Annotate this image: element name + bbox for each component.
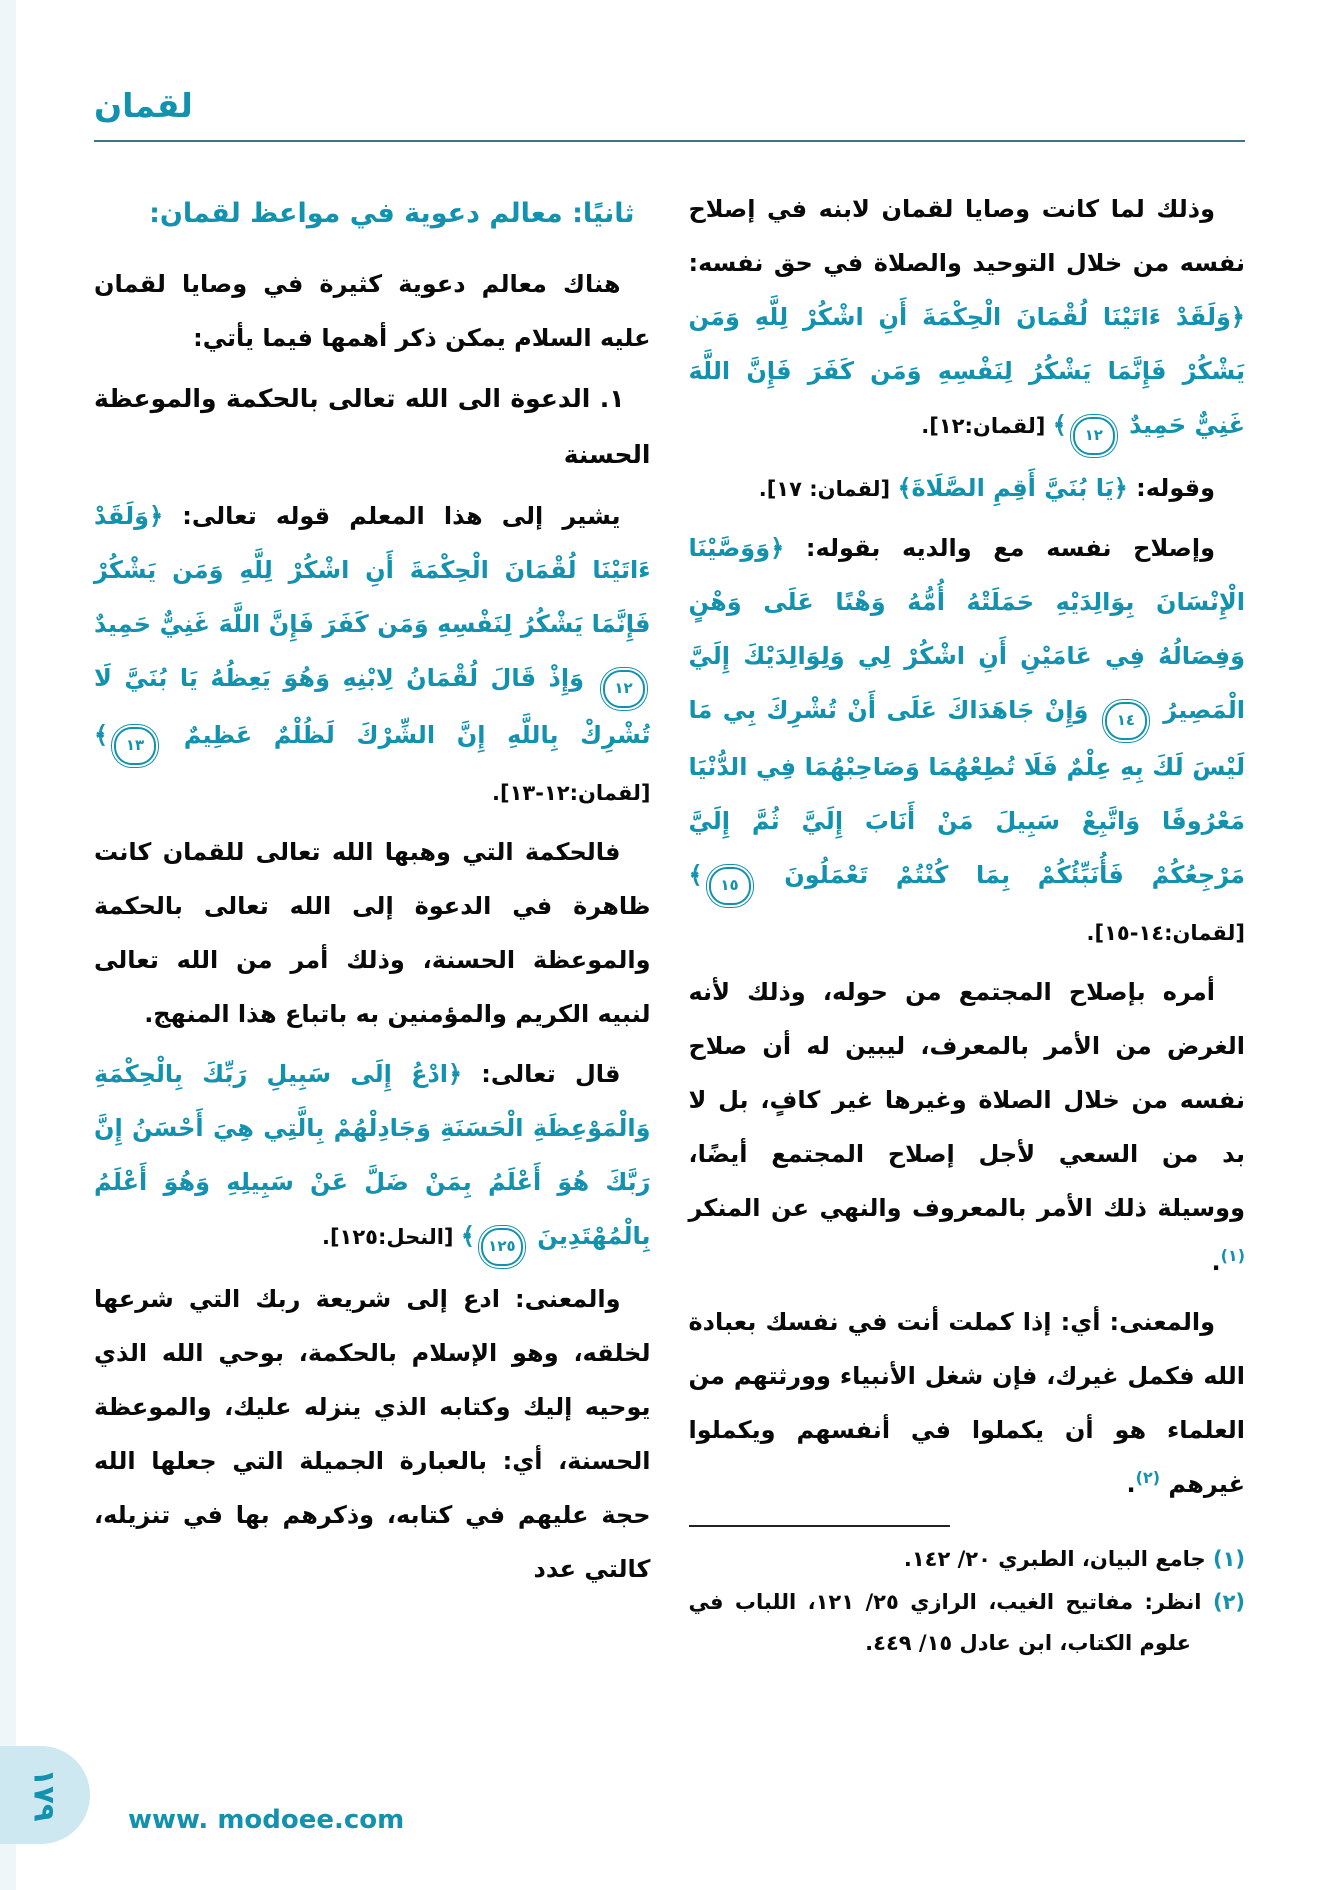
page-header xyxy=(94,86,1245,142)
ayah-number-badge: ١٢٥ xyxy=(481,1228,523,1266)
quran-verse-text: ﴿وَلَقَدْ ءَاتَيْنَا لُقْمَانَ الْحِكْمَةَ أَنِ اشْكُرْ لِلَّهِ وَمَن يَشْكُرْ فَإِنَّمَا يَشْكُرُ لِنَفْسِهِ وَمَن كَفَرَ فَإِنَّ اللَّهَ غَنِيٌّ حَمِيدٌ xyxy=(94,502,651,639)
body-text: فالحكمة التي وهبها الله تعالى للقمان كانت ظاهرة في الدعوة إلى الله تعالى بالحكمة والموعظة الحسنة، وذلك أمر من الله تعالى لنبيه الكريم والمؤمنين به باتباع هذا المنهج. xyxy=(94,838,651,1029)
subheading-paragraph xyxy=(94,371,651,484)
body-text: يشير إلى هذا المعلم قوله تعالى: xyxy=(163,502,621,531)
footnote-number: (١) xyxy=(1205,1547,1245,1571)
quran-verse-text: ﴾ xyxy=(1052,411,1067,439)
footnote-number: (٢) xyxy=(1201,1589,1245,1614)
page-number: ١٧٩ xyxy=(28,1768,63,1822)
quran-verse-text: ﴿وَلَقَدْ ءَاتَيْنَا لُقْمَانَ الْحِكْمَةَ أَنِ اشْكُرْ لِلَّهِ وَمَن يَشْكُرْ فَإِنَّمَا يَشْكُرُ لِنَفْسِهِ وَمَن كَفَرَ فَإِنَّ اللَّهَ غَنِيٌّ حَمِيدٌ xyxy=(688,303,1245,439)
body-text: هناك معالم دعوية كثيرة في وصايا لقمان عليه السلام يمكن ذكر أهمها فيما يأتي: xyxy=(94,269,651,352)
quran-verse-text: ﴾ xyxy=(460,1222,475,1251)
body-text: والمعنى: أي: إذا كملت أنت في نفسك بعبادة الله فكمل غيرك، فإن شغل الأنبياء وورثتهم من العلماء هو أن يكملوا في أنفسهم ويكملوا غيرهم xyxy=(688,1308,1245,1498)
footnote-divider xyxy=(689,1525,951,1527)
ayah-number-badge: ١٥ xyxy=(709,867,751,905)
quran-verse-text: ﴿وَوَصَّيْنَا الْإِنْسَانَ بِوَالِدَيْهِ حَمَلَتْهُ أُمُّهُ وَهْنًا عَلَى وَهْنٍ وَفِصَالُهُ فِي عَامَيْنِ أَنِ اشْكُرْ لِي وَلِوَالِدَيْكَ إِلَيَّ الْمَصِيرُ xyxy=(688,534,1246,724)
two-column-text-area xyxy=(94,182,1245,1666)
body-text: أمره بإصلاح المجتمع من حوله، وذلك لأنه الغرض من الأمر بالمعرف، ليبين له أن صلاح نفسه من خلال الصلاة وغيرها غير كافٍ، بل لا بد من السعي لأجل إصلاح المجتمع أيضًا، ووسيلة ذلك الأمر بالمعروف والنهي عن المنكر xyxy=(688,978,1245,1222)
ayah-number-badge: ١٤ xyxy=(1105,702,1147,740)
quran-verse-text: وَإِنْ جَاهَدَاكَ عَلَى أَنْ تُشْرِكَ بِي مَا لَيْسَ لَكَ بِهِ عِلْمٌ فَلَا تُطِعْهُمَا وَصَاحِبْهُمَا فِي الدُّنْيَا مَعْرُوفًا وَاتَّبِعْ سَبِيلَ مَنْ أَنَابَ إِلَيَّ ثُمَّ إِلَيَّ مَرْجِعُكُمْ فَأُنَبِّئُكُمْ بِمَا كُنْتُمْ تَعْمَلُونَ xyxy=(688,696,1245,889)
quran-verse-text: ﴾ xyxy=(94,721,109,750)
verse-reference: [لقمان: ١٧]. xyxy=(758,477,898,501)
body-text: وإصلاح نفسه مع والديه بقوله: xyxy=(784,534,1215,562)
left-column-paragraphs xyxy=(94,184,651,1596)
body-paragraph xyxy=(94,489,651,819)
page-number-tab xyxy=(0,1746,90,1844)
verse-reference: [لقمان:١٤-١٥]. xyxy=(1086,921,1245,945)
body-text: قال تعالى: xyxy=(462,1060,621,1089)
verse-reference: [النحل:١٢٥]. xyxy=(321,1225,461,1250)
body-text: . xyxy=(1126,1470,1136,1498)
body-paragraph xyxy=(689,1295,1246,1511)
right-column-paragraphs xyxy=(689,182,1246,1511)
heading-paragraph xyxy=(94,184,651,245)
page-edge-strip xyxy=(0,0,16,1890)
left-column xyxy=(94,182,651,1602)
body-paragraph xyxy=(689,521,1246,959)
body-paragraph xyxy=(689,965,1246,1289)
footnote-item xyxy=(689,1582,1246,1664)
ayah-number-badge: ١٢ xyxy=(1073,417,1115,455)
quran-verse-text: وَإِذْ قَالَ لُقْمَانُ لِابْنِهِ وَهُوَ يَعِظُهُ يَا بُنَيَّ لَا تُشْرِكْ بِاللَّهِ إِنَّ الشِّرْكَ لَظُلْمٌ عَظِيمٌ xyxy=(94,664,651,750)
body-paragraph xyxy=(94,825,651,1041)
footnote-item xyxy=(689,1539,1246,1580)
body-text: وقوله: xyxy=(1127,474,1215,502)
body-text: ١. الدعوة الى الله تعالى بالحكمة والموعظة الحسنة xyxy=(94,383,651,469)
verse-reference: [لقمان:١٢-١٣]. xyxy=(492,781,651,806)
website-url-link[interactable]: www. modoee.com xyxy=(128,1805,405,1835)
ayah-number-badge: ١٢ xyxy=(603,670,645,708)
body-paragraph xyxy=(94,257,651,365)
ayah-number-badge: ١٣ xyxy=(114,727,156,765)
footnote-marker: (٢) xyxy=(1135,1468,1161,1487)
right-column xyxy=(689,182,1246,1666)
footnotes xyxy=(689,1539,1246,1664)
verse-reference: [لقمان:١٢]. xyxy=(921,414,1053,438)
body-text: جامع البيان، الطبري ٢٠/ ١٤٢. xyxy=(903,1547,1206,1571)
body-text: انظر: مفاتيح الغيب، الرازي ٢٥/ ١٢١، اللباب في علوم الكتاب، ابن عادل ١٥/ ٤٤٩. xyxy=(688,1589,1202,1655)
body-paragraph xyxy=(689,182,1246,455)
body-text: والمعنى: ادع إلى شريعة ربك التي شرعها لخلقه، وهو الإسلام بالحكمة، بوحي الله الذي يوحيه إليك وكتابه الذي ينزله عليك، والموعظة الحسنة، أي: بالعبارة الجميلة التي جعلها الله حجة عليهم في كتابه، وذكرهم بها في تنزيله، كالتي عدد xyxy=(94,1285,651,1584)
body-paragraph xyxy=(94,1272,651,1596)
quran-verse-text: ﴿ادْعُ إِلَى سَبِيلِ رَبِّكَ بِالْحِكْمَةِ وَالْمَوْعِظَةِ الْحَسَنَةِ وَجَادِلْهُمْ بِالَّتِي هِيَ أَحْسَنُ إِنَّ رَبَّكَ هُوَ أَعْلَمُ بِمَنْ ضَلَّ عَنْ سَبِيلِهِ وَهُوَ أَعْلَمُ بِالْمُهْتَدِينَ xyxy=(94,1060,651,1251)
quran-verse-text: ﴾ xyxy=(688,861,703,889)
body-text: ثانيًا: معالم دعوية في مواعظ لقمان: xyxy=(149,198,635,229)
surah-header-title: لقمان xyxy=(94,86,193,125)
body-paragraph xyxy=(94,1047,651,1266)
quran-verse-text: ﴿يَا بُنَيَّ أَقِمِ الصَّلَاةَ﴾ xyxy=(897,474,1128,502)
body-paragraph xyxy=(689,461,1246,515)
body-text: . xyxy=(1211,1248,1221,1276)
body-text: وذلك لما كانت وصايا لقمان لابنه في إصلاح نفسه من خلال التوحيد والصلاة في حق نفسه: xyxy=(688,195,1245,277)
footnote-marker: (١) xyxy=(1220,1246,1245,1265)
